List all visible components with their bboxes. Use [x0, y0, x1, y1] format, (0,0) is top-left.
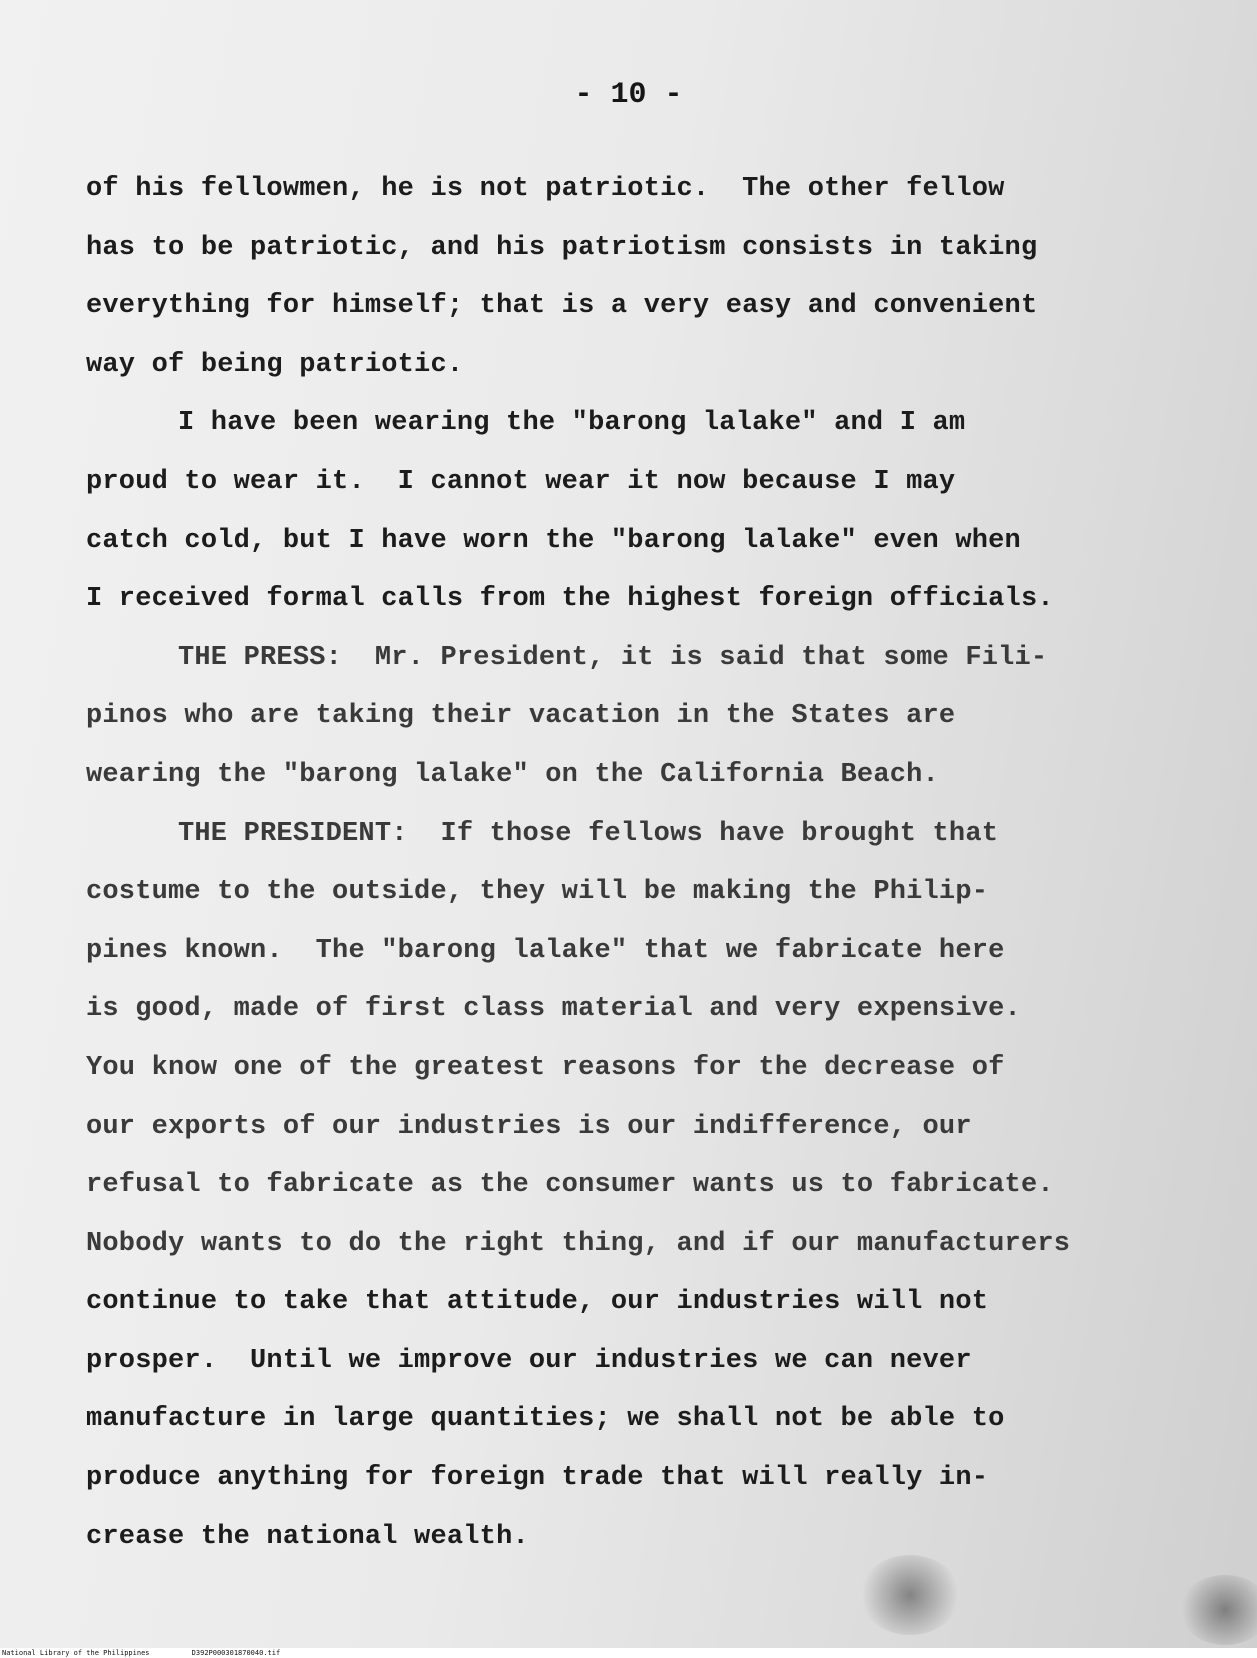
- paragraph: [86, 160, 1206, 394]
- text-line: manufacture in large quantities; we shall not be able to: [86, 1404, 1005, 1435]
- text-line: pinos who are taking their vacation in the States are: [86, 701, 956, 732]
- page-number: - 10 -: [574, 78, 683, 112]
- text-line: You know one of the greatest reasons for the decrease of: [86, 1052, 1005, 1083]
- text-line: everything for himself; that is a very easy and convenient: [86, 291, 1038, 322]
- scan-smudge: [860, 1555, 960, 1635]
- text-line: prosper. Until we improve our industries we can never: [86, 1345, 972, 1376]
- text-line: way of being patriotic.: [86, 349, 464, 380]
- paragraph: [86, 805, 1206, 1567]
- text-line: crease the national wealth.: [86, 1521, 529, 1552]
- text-line: Nobody wants to do the right thing, and if our manufacturers: [86, 1228, 1071, 1259]
- text-line: I received formal calls from the highest foreign officials.: [86, 584, 1054, 615]
- text-line: produce anything for foreign trade that will really in-: [86, 1463, 989, 1494]
- archive-label: National Library of the Philippines: [2, 1649, 150, 1657]
- paragraph: [86, 629, 1206, 805]
- scan-smudge: [1180, 1575, 1257, 1645]
- text-line: wearing the "barong lalake" on the California Beach.: [86, 759, 939, 790]
- text-line: our exports of our industries is our indifference, our: [86, 1111, 972, 1142]
- text-line: THE PRESIDENT: If those fellows have brought that: [178, 818, 999, 849]
- transcript-body: [86, 160, 1206, 1566]
- file-name: D392P000301870040.tif: [191, 1649, 281, 1657]
- text-line: THE PRESS: Mr. President, it is said that some Fili-: [178, 642, 1048, 673]
- footer-archive-label: [2, 1649, 280, 1657]
- text-line: costume to the outside, they will be making the Philip-: [86, 877, 989, 908]
- text-line: catch cold, but I have worn the "barong lalake" even when: [86, 525, 1021, 556]
- text-line: has to be patriotic, and his patriotism consists in taking: [86, 232, 1038, 263]
- text-line: of his fellowmen, he is not patriotic. The other fellow: [86, 174, 1005, 204]
- text-line: continue to take that attitude, our industries will not: [86, 1287, 989, 1318]
- text-line: pines known. The "barong lalake" that we fabricate here: [86, 935, 1005, 966]
- text-line: refusal to fabricate as the consumer wants us to fabricate.: [86, 1170, 1054, 1201]
- paragraph: [86, 394, 1206, 628]
- text-line: is good, made of first class material and very expensive.: [86, 994, 1021, 1025]
- text-line: proud to wear it. I cannot wear it now because I may: [86, 466, 956, 497]
- text-line: I have been wearing the "barong lalake" and I am: [178, 408, 966, 439]
